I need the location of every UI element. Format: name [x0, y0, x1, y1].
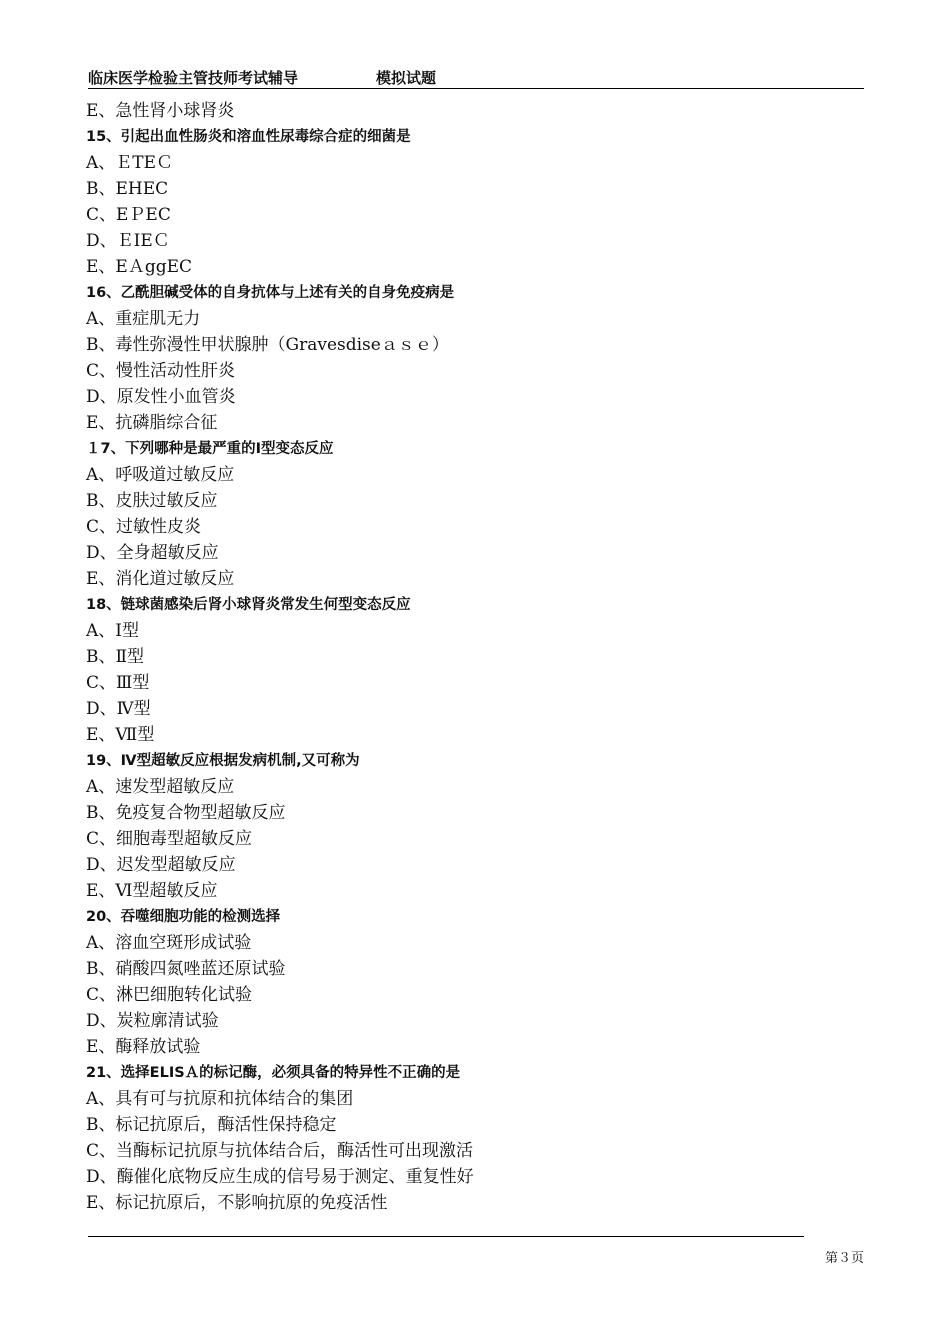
- answer-option: E、Ⅵ型超敏反应: [86, 881, 218, 901]
- answer-option: B、毒性弥漫性甲状腺肿（Gravesdiseａｓｅ）: [86, 335, 449, 355]
- answer-option: A、溶血空斑形成试验: [86, 933, 252, 953]
- answer-option: D、迟发型超敏反应: [86, 855, 236, 875]
- answer-option: C、Ⅲ型: [86, 673, 150, 693]
- answer-option: B、皮肤过敏反应: [86, 491, 218, 511]
- page-header: [88, 64, 864, 89]
- answer-option: C、过敏性皮炎: [86, 517, 202, 537]
- answer-option: C、淋巴细胞转化试验: [86, 985, 253, 1005]
- answer-option: E、Ⅶ型: [86, 725, 155, 745]
- answer-option: E、标记抗原后，不影响抗原的免疫活性: [86, 1193, 388, 1213]
- question-text: 19、Ⅳ型超敏反应根据发病机制,又可称为: [86, 753, 360, 769]
- answer-option: C、EＰEC: [86, 205, 171, 225]
- answer-option: C、慢性活动性肝炎: [86, 361, 236, 381]
- question-text: 16、乙酰胆碱受体的自身抗体与上述有关的自身免疫病是: [86, 285, 455, 301]
- page-number: 第３页: [824, 1251, 864, 1266]
- answer-option: E、EＡggEC: [86, 257, 193, 277]
- question-text: １7、下列哪种是最严重的Ⅰ型变态反应: [86, 441, 334, 457]
- answer-option: A、ＥTEＣ: [86, 153, 174, 173]
- answer-option: D、炭粒廓清试验: [86, 1011, 219, 1031]
- answer-option: B、免疫复合物型超敏反应: [86, 803, 286, 823]
- header-title: 临床医学检验主管技师考试辅导: [88, 69, 299, 87]
- question-list: [86, 98, 866, 1216]
- answer-option: A、重症肌无力: [86, 309, 201, 329]
- answer-option: B、硝酸四氮唑蓝还原试验: [86, 959, 286, 979]
- answer-option: D、ＥIEＣ: [86, 231, 170, 251]
- answer-option: B、EHEC: [86, 179, 169, 199]
- answer-option: D、Ⅳ型: [86, 699, 151, 719]
- question-text: 21、选择ELISＡ的标记酶，必须具备的特异性不正确的是: [86, 1065, 461, 1081]
- answer-option: D、原发性小血管炎: [86, 387, 236, 407]
- answer-option: A、速发型超敏反应: [86, 777, 235, 797]
- answer-option: A、具有可与抗原和抗体结合的集团: [86, 1089, 354, 1109]
- question-text: 20、吞噬细胞功能的检测选择: [86, 909, 281, 925]
- question-text: 15、引起出血性肠炎和溶血性尿毒综合症的细菌是: [86, 129, 411, 145]
- footer-divider: [88, 1236, 804, 1237]
- answer-option: C、细胞毒型超敏反应: [86, 829, 253, 849]
- answer-option: B、Ⅱ型: [86, 647, 145, 667]
- question-text: 18、链球菌感染后肾小球肾炎常发生何型变态反应: [86, 597, 411, 613]
- header-subtitle: 模拟试题: [376, 69, 437, 87]
- answer-option: E、急性肾小球肾炎: [86, 101, 235, 121]
- answer-option: D、全身超敏反应: [86, 543, 219, 563]
- answer-option: D、酶催化底物反应生成的信号易于测定、重复性好: [86, 1167, 474, 1187]
- answer-option: B、标记抗原后，酶活性保持稳定: [86, 1115, 337, 1135]
- answer-option: E、抗磷脂综合征: [86, 413, 218, 433]
- answer-option: C、当酶标记抗原与抗体结合后，酶活性可出现激活: [86, 1141, 474, 1161]
- answer-option: E、消化道过敏反应: [86, 569, 235, 589]
- answer-option: E、酶释放试验: [86, 1037, 201, 1057]
- answer-option: A、呼吸道过敏反应: [86, 465, 235, 485]
- answer-option: A、Ⅰ型: [86, 621, 139, 641]
